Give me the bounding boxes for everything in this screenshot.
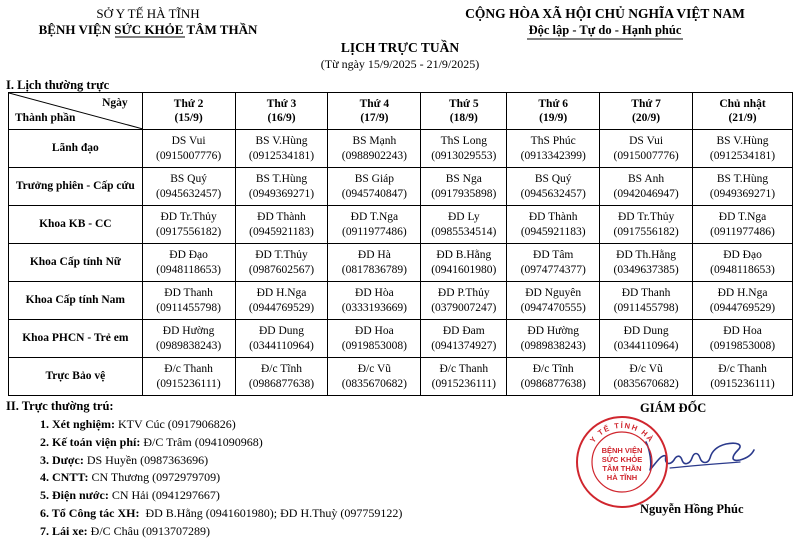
duty-cell (421, 168, 507, 206)
duty-cell (142, 130, 235, 168)
hospital-name: BỆNH VIỆN SỨC KHỎE TÂM THẦN (38, 22, 258, 37)
staff-name: BS Giáp (354, 173, 395, 185)
table-body (9, 130, 793, 396)
staff-name: ĐD P.Thủy (437, 287, 490, 299)
staff-name: ĐD Hường (527, 325, 579, 337)
duty-cell (507, 206, 600, 244)
duty-label: 6. Tổ Công tác XH: (40, 505, 140, 520)
staff-phone: (0915007776) (613, 149, 679, 162)
staff-name: ĐD Dung (623, 325, 669, 337)
day-date: (18/9) (449, 112, 478, 124)
day-date: (21/9) (728, 112, 757, 124)
stamp-line-2: SỨC KHỎE (601, 455, 643, 464)
stamp-line-1: BỆNH VIỆN (601, 446, 643, 455)
day-name: Thứ 7 (631, 97, 661, 110)
table-row (9, 168, 793, 206)
list-item (40, 416, 402, 434)
staff-name: DS Vui (171, 135, 206, 147)
duty-cell (235, 244, 328, 282)
staff-name: ĐD T.Nga (350, 211, 399, 223)
staff-phone: (0919853008) (709, 339, 776, 352)
duty-cell (507, 244, 600, 282)
staff-name: ĐD Đam (442, 325, 485, 337)
duty-cell (421, 130, 507, 168)
staff-name: Đ/c Thanh (164, 363, 213, 375)
day-date: (16/9) (267, 112, 296, 124)
staff-phone: (0949369271) (248, 187, 315, 200)
duty-cell (142, 320, 235, 358)
duty-cell (693, 168, 793, 206)
day-header-fri (507, 93, 600, 130)
staff-name: ĐD Đạo (169, 249, 208, 261)
staff-phone: (0911977486) (342, 225, 407, 238)
staff-phone: (0349637385) (613, 263, 679, 276)
staff-phone: (0945921183) (520, 225, 586, 238)
staff-name: ĐD Nguyên (525, 287, 582, 299)
duty-cell (600, 358, 693, 396)
duty-cell (328, 206, 421, 244)
staff-name: ThS Long (440, 135, 487, 147)
staff-name: ĐD Tr.Thủy (617, 211, 675, 223)
staff-phone: (0344110964) (249, 339, 314, 352)
corner-day-label: Ngày (102, 97, 128, 109)
duty-cell (235, 320, 328, 358)
staff-name: BS Quý (534, 173, 572, 185)
duty-cell (600, 244, 693, 282)
list-item (40, 452, 402, 470)
day-header-tue (235, 93, 328, 130)
duty-cell (328, 282, 421, 320)
staff-name: ĐD Thanh (164, 287, 213, 299)
staff-phone: (0942046947) (613, 187, 679, 200)
staff-phone: (0911455798) (613, 301, 679, 314)
table-row (9, 244, 793, 282)
staff-name: Đ/c Tĩnh (260, 363, 302, 375)
duty-cell (328, 320, 421, 358)
staff-phone: (0915236111) (431, 377, 496, 390)
section-permanent-duty-heading: II. Trực thường trú: (6, 399, 114, 413)
staff-phone: (0913342399) (520, 149, 586, 162)
staff-name: ĐD Hường (162, 325, 215, 337)
staff-phone: (0948118653) (156, 263, 221, 276)
section-regular-duty-heading: I. Lịch thường trực (6, 78, 110, 92)
staff-name: ĐD Tâm (533, 249, 574, 261)
list-item (40, 523, 402, 541)
staff-phone: (0989838243) (156, 339, 222, 352)
staff-name: ĐD Hoa (723, 325, 762, 337)
staff-name: ĐD Hoa (355, 325, 394, 337)
staff-name: BS T.Hùng (255, 173, 308, 185)
staff-name: BS V.Hùng (255, 135, 308, 147)
table-row (9, 282, 793, 320)
duty-value: ĐD B.Hằng (0941601980); ĐD H.Thuỳ (097759122) (139, 505, 403, 520)
day-name: Chủ nhật (719, 97, 766, 110)
staff-name: ĐD Thành (257, 211, 306, 223)
duty-cell (600, 168, 693, 206)
duty-value: Đ/C Châu (0913707289) (87, 523, 210, 538)
hospital-stamp (574, 414, 670, 510)
day-name: Thứ 4 (359, 97, 390, 110)
duty-cell (421, 206, 507, 244)
duty-cell (328, 130, 421, 168)
staff-name: BS Anh (628, 173, 665, 185)
staff-name: ĐD Thanh (621, 287, 671, 299)
staff-phone: (0835670682) (341, 377, 407, 390)
staff-phone: (0944769529) (248, 301, 315, 314)
duty-cell (693, 206, 793, 244)
staff-phone: (0919853008) (341, 339, 407, 352)
staff-name: BS V.Hùng (716, 135, 769, 147)
staff-phone: (0988902243) (341, 149, 407, 162)
staff-phone: (0917556182) (156, 225, 222, 238)
department-cell: Khoa Cấp tính Nữ (9, 244, 143, 282)
table-row (9, 206, 793, 244)
staff-name: BS Mạnh (352, 135, 397, 147)
table-header-row (9, 93, 793, 130)
staff-name: Đ/c Thanh (718, 363, 767, 375)
staff-phone: (0949369271) (709, 187, 776, 200)
duty-label: 1. Xét nghiệm: (40, 417, 115, 431)
staff-phone: (0945740847) (341, 187, 407, 200)
duty-value: DS Huyền (0987363696) (83, 452, 209, 467)
duty-cell (421, 282, 507, 320)
day-date: (15/9) (174, 112, 203, 124)
list-item (40, 469, 402, 487)
duty-value: CN Hải (0941297667) (108, 488, 220, 503)
list-item (40, 487, 402, 505)
duty-cell (693, 244, 793, 282)
staff-phone: (0985534514) (431, 225, 497, 238)
duty-cell (693, 130, 793, 168)
duty-cell (507, 282, 600, 320)
staff-name: DS Vui (629, 135, 664, 147)
staff-phone: (0912534181) (248, 149, 315, 162)
staff-name: ĐD Tr.Thủy (160, 211, 217, 223)
day-date: (20/9) (632, 112, 661, 124)
duty-cell (507, 320, 600, 358)
duty-cell (142, 206, 235, 244)
staff-phone: (0333193669) (341, 301, 407, 314)
date-range: (Từ ngày 15/9/2025 - 21/9/2025) (320, 57, 480, 71)
staff-name: ĐD T.Nga (718, 211, 767, 223)
duty-cell (600, 206, 693, 244)
staff-phone: (0344110964) (613, 339, 679, 352)
duty-label: 4. CNTT: (40, 470, 89, 485)
staff-phone: (0947470555) (520, 301, 586, 314)
staff-phone: (0989838243) (520, 339, 586, 352)
duty-cell (235, 130, 328, 168)
duty-schedule-table (8, 92, 793, 396)
staff-phone: (0945921183) (249, 225, 314, 238)
staff-phone: (0835670682) (613, 377, 679, 390)
staff-phone: (0915007776) (156, 149, 222, 162)
department-cell: Khoa Cấp tính Nam (9, 282, 143, 320)
staff-name: ThS Phúc (530, 135, 576, 147)
duty-cell (421, 358, 507, 396)
stamp-line-4: HÀ TĨNH (606, 473, 638, 482)
staff-name: Đ/c Vũ (629, 363, 663, 375)
staff-phone: (0817836789) (341, 263, 407, 276)
corner-role-label: Thành phần (15, 111, 76, 124)
duty-cell (235, 358, 328, 396)
list-item (40, 434, 402, 452)
day-name: Thứ 3 (266, 97, 297, 110)
staff-name: ĐD Đạo (723, 249, 762, 261)
duty-cell (235, 206, 328, 244)
duty-cell (693, 282, 793, 320)
staff-phone: (0911455798) (156, 301, 221, 314)
staff-phone: (0941374927) (431, 339, 497, 352)
staff-name: ĐD Dung (258, 325, 305, 337)
duty-cell (693, 358, 793, 396)
department-cell: Trực Bảo vệ (9, 358, 143, 396)
table-row (9, 358, 793, 396)
staff-phone: (0986877638) (520, 377, 586, 390)
duty-label: 3. Dược: (40, 452, 84, 467)
day-header-sat (600, 93, 693, 130)
duty-value: Đ/C Trâm (0941090968) (140, 434, 263, 449)
duty-cell (142, 358, 235, 396)
staff-name: ĐD Hòa (355, 287, 394, 299)
stamp-ring-text: Y TẾ TỈNH HÀ (588, 420, 656, 445)
duty-label: 2. Kế toán viện phí: (40, 434, 141, 449)
staff-phone: (0379007247) (431, 301, 497, 314)
staff-phone: (0986877638) (248, 377, 315, 390)
staff-name: BS Nga (445, 173, 482, 185)
staff-name: ĐD H.Nga (717, 287, 768, 299)
duty-cell (328, 358, 421, 396)
staff-phone: (0913029553) (431, 149, 497, 162)
duty-value: KTV Cúc (0917906826) (115, 417, 236, 431)
staff-phone: (0917556182) (613, 225, 679, 238)
day-name: Thứ 6 (538, 97, 568, 110)
duty-label: 5. Điện nước: (40, 488, 109, 503)
staff-phone: (0948118653) (710, 263, 775, 276)
staff-name: Đ/c Thanh (439, 363, 489, 375)
duty-cell (600, 282, 693, 320)
day-header-wed (328, 93, 421, 130)
staff-name: Đ/c Tĩnh (532, 363, 574, 375)
list-item (40, 505, 402, 523)
duty-cell (421, 244, 507, 282)
duty-cell (600, 130, 693, 168)
staff-phone: (0941601980) (431, 263, 497, 276)
staff-name: BS Quý (170, 173, 207, 185)
department-cell: Lãnh đạo (9, 130, 143, 168)
staff-phone: (0945632457) (156, 187, 222, 200)
duty-cell (600, 320, 693, 358)
day-header-sun (693, 93, 793, 130)
staff-phone: (0974774377) (520, 263, 586, 276)
department-name: SỞ Y TẾ HÀ TĨNH (96, 6, 200, 21)
duty-cell (421, 320, 507, 358)
staff-name: ĐD T.Thủy (255, 249, 308, 261)
director-title: GIÁM ĐỐC (640, 401, 707, 415)
staff-phone: (0912534181) (709, 149, 776, 162)
day-date: (17/9) (360, 112, 389, 124)
staff-phone: (0915236111) (156, 377, 221, 390)
day-name: Thứ 5 (448, 97, 479, 110)
staff-name: ĐD H.Nga (256, 287, 307, 299)
director-name: Nguyễn Hồng Phúc (640, 502, 744, 516)
duty-cell (507, 130, 600, 168)
staff-name: ĐD Ly (447, 211, 480, 223)
day-name: Thứ 2 (173, 97, 204, 110)
staff-phone: (0945632457) (520, 187, 586, 200)
staff-phone: (0915236111) (710, 377, 775, 390)
corner-cell (9, 93, 143, 130)
day-header-thu (421, 93, 507, 130)
staff-phone: (0917935898) (431, 187, 497, 200)
staff-phone: (0987602567) (248, 263, 315, 276)
permanent-duty-list (40, 416, 402, 541)
staff-name: ĐD B.Hằng (436, 249, 492, 261)
table-row (9, 320, 793, 358)
staff-phone: (0944769529) (709, 301, 776, 314)
duty-cell (142, 168, 235, 206)
duty-cell (693, 320, 793, 358)
department-cell: Trưởng phiên - Cấp cứu (9, 168, 143, 206)
day-date: (19/9) (539, 112, 568, 124)
duty-cell (328, 168, 421, 206)
staff-name: Đ/c Vũ (357, 363, 392, 375)
day-header-mon (142, 93, 235, 130)
motto: Độc lập - Tự do - Hạnh phúc (528, 23, 682, 37)
duty-cell (235, 168, 328, 206)
stamp-line-3: TÂM THẦN (602, 464, 642, 473)
duty-cell (507, 168, 600, 206)
staff-name: BS T.Hùng (716, 173, 769, 185)
duty-cell (328, 244, 421, 282)
staff-name: ĐD Thành (528, 211, 578, 223)
table-row (9, 130, 793, 168)
country-name: CỘNG HÒA XÃ HỘI CHỦ NGHĨA VIỆT NAM (465, 6, 745, 21)
staff-name: ĐD Th.Hằng (616, 249, 676, 261)
staff-name: ĐD Hà (357, 249, 391, 261)
department-cell: Khoa KB - CC (9, 206, 143, 244)
duty-value: CN Thương (0972979709) (88, 470, 221, 485)
duty-label: 7. Lái xe: (40, 523, 88, 538)
document-title: LỊCH TRỰC TUẦN (340, 40, 460, 55)
department-cell: Khoa PHCN - Trẻ em (9, 320, 143, 358)
staff-phone: (0911977486) (710, 225, 775, 238)
duty-cell (507, 358, 600, 396)
duty-cell (235, 282, 328, 320)
duty-cell (142, 244, 235, 282)
duty-cell (142, 282, 235, 320)
